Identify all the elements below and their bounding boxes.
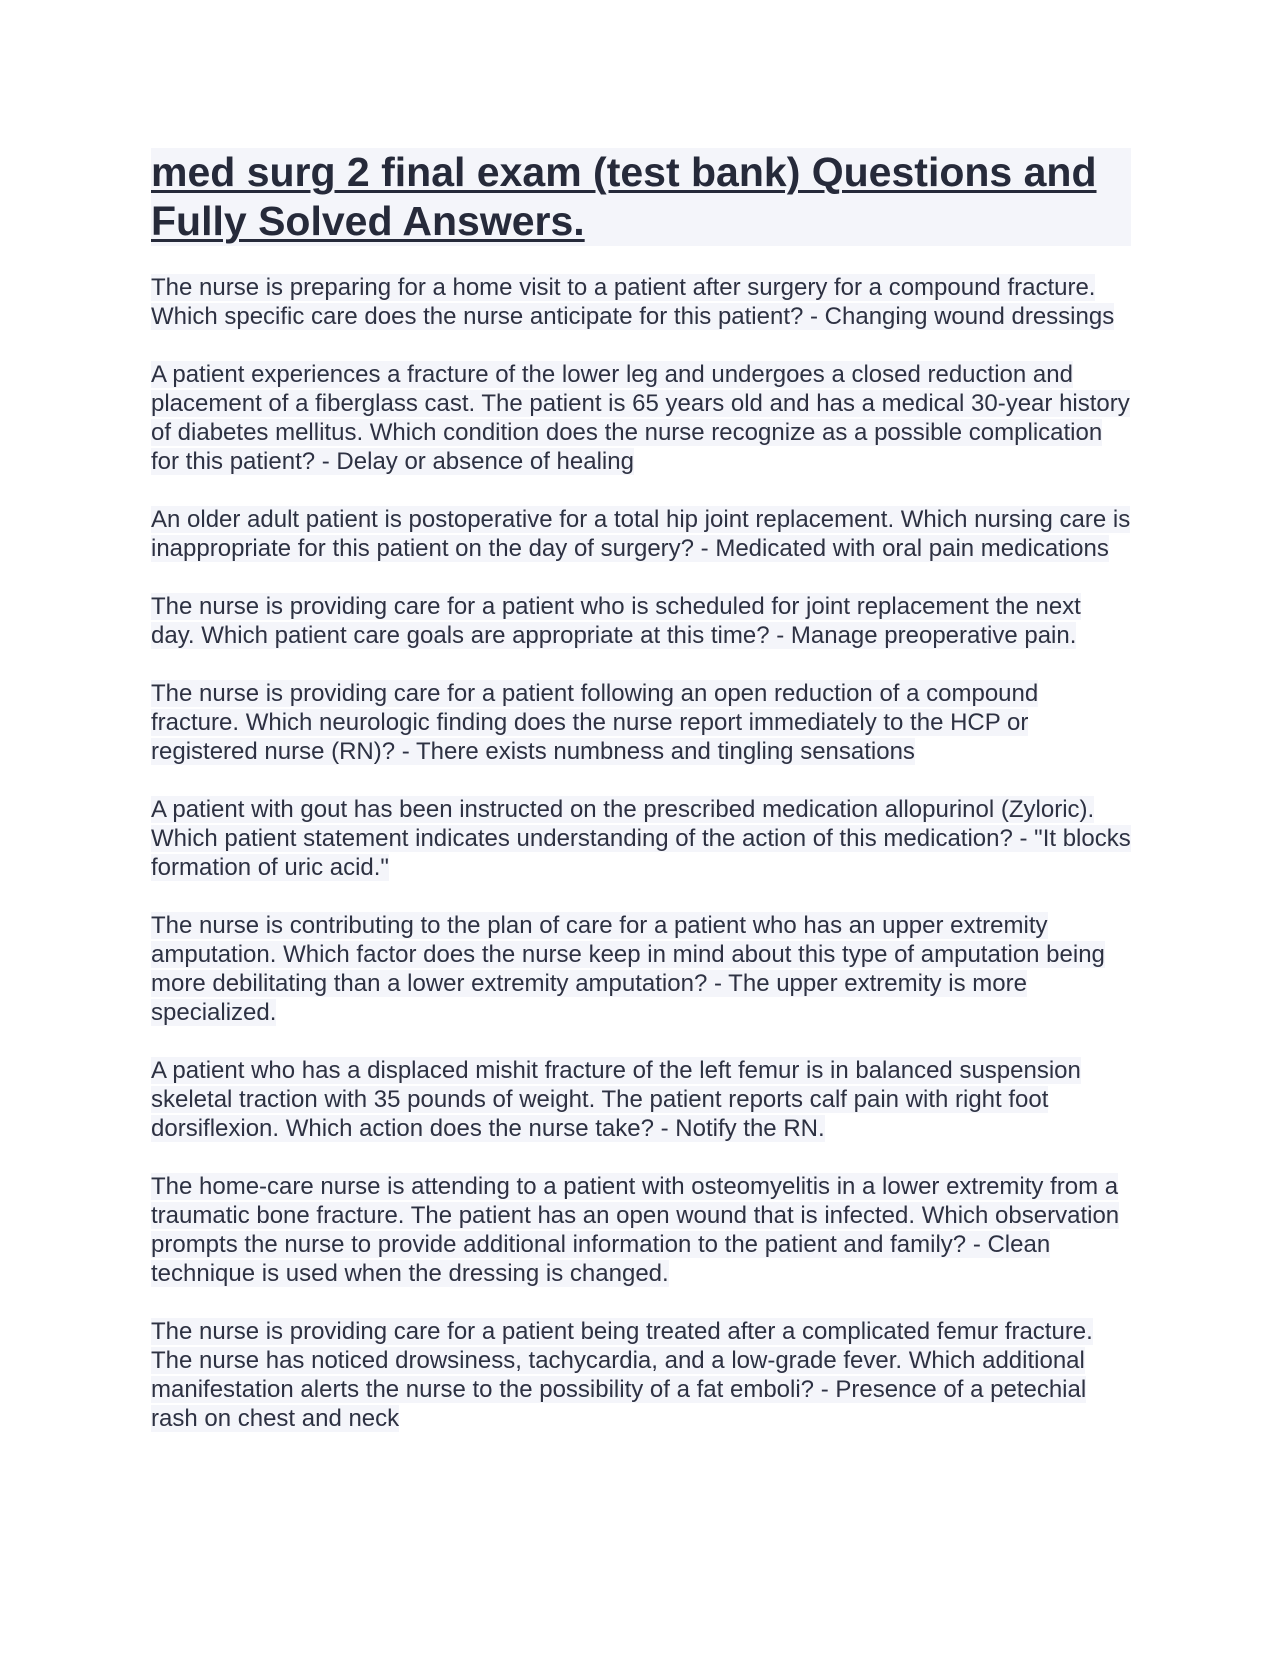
qa-text: The nurse is providing care for a patient being treated after a complicated femur fracture. The nurse has noticed drowsiness, tachycardia, and a low-grade fever. Which additional manifestation alerts the nurse to the possibility of a fat emboli? - Presence of a petechial rash on chest and neck: [151, 1318, 1093, 1432]
qa-text: The nurse is preparing for a home visit to a patient after surgery for a compound fracture. Which specific care does the nurse anticipate for this patient? - Changing wound dressings: [151, 274, 1115, 330]
qa-item: [151, 1317, 1131, 1433]
document-title: med surg 2 final exam (test bank) Questions and Fully Solved Answers.: [151, 148, 1131, 246]
qa-text: A patient with gout has been instructed on the prescribed medication allopurinol (Zyloric). Which patient statement indicates understanding of the action of this medication? - "It blocks formation of uric acid.": [151, 796, 1131, 881]
qa-item: [151, 1056, 1131, 1143]
document-page: [151, 148, 1131, 1462]
qa-item: [151, 1172, 1131, 1288]
qa-item: [151, 679, 1131, 766]
qa-item: [151, 505, 1131, 563]
qa-text: The nurse is providing care for a patient following an open reduction of a compound fracture. Which neurologic finding does the nurse report immediately to the HCP or registered nurse (RN)? - There exists numbness and tingling sensations: [151, 680, 1039, 765]
qa-text: The nurse is contributing to the plan of care for a patient who has an upper extremity amputation. Which factor does the nurse keep in mind about this type of amputation being more debilitating than a lower extremity amputation? - The upper extremity is more specialized.: [151, 912, 1105, 1026]
qa-text: The home-care nurse is attending to a patient with osteomyelitis in a lower extremity from a traumatic bone fracture. The patient has an open wound that is infected. Which observation prompts the nurse to provide additional information to the patient and family? - Clean technique is used when the dressing is changed.: [151, 1173, 1120, 1287]
qa-item: [151, 592, 1131, 650]
qa-item: [151, 273, 1131, 331]
qa-text: An older adult patient is postoperative for a total hip joint replacement. Which nursing care is inappropriate for this patient on the day of surgery? - Medicated with oral pain medications: [151, 506, 1131, 562]
qa-text: A patient experiences a fracture of the lower leg and undergoes a closed reduction and placement of a fiberglass cast. The patient is 65 years old and has a medical 30-year history of diabetes mellitus. Which condition does the nurse recognize as a possible complication for this patient? - Delay or absence of healing: [151, 361, 1130, 475]
qa-item: [151, 360, 1131, 476]
qa-text: The nurse is providing care for a patient who is scheduled for joint replacement the next day. Which patient care goals are appropriate at this time? - Manage preoperative pain.: [151, 593, 1081, 649]
qa-text: A patient who has a displaced mishit fracture of the left femur is in balanced suspension skeletal traction with 35 pounds of weight. The patient reports calf pain with right foot dorsiflexion. Which action does the nurse take? - Notify the RN.: [151, 1057, 1081, 1142]
qa-item: [151, 795, 1131, 882]
qa-item: [151, 911, 1131, 1027]
